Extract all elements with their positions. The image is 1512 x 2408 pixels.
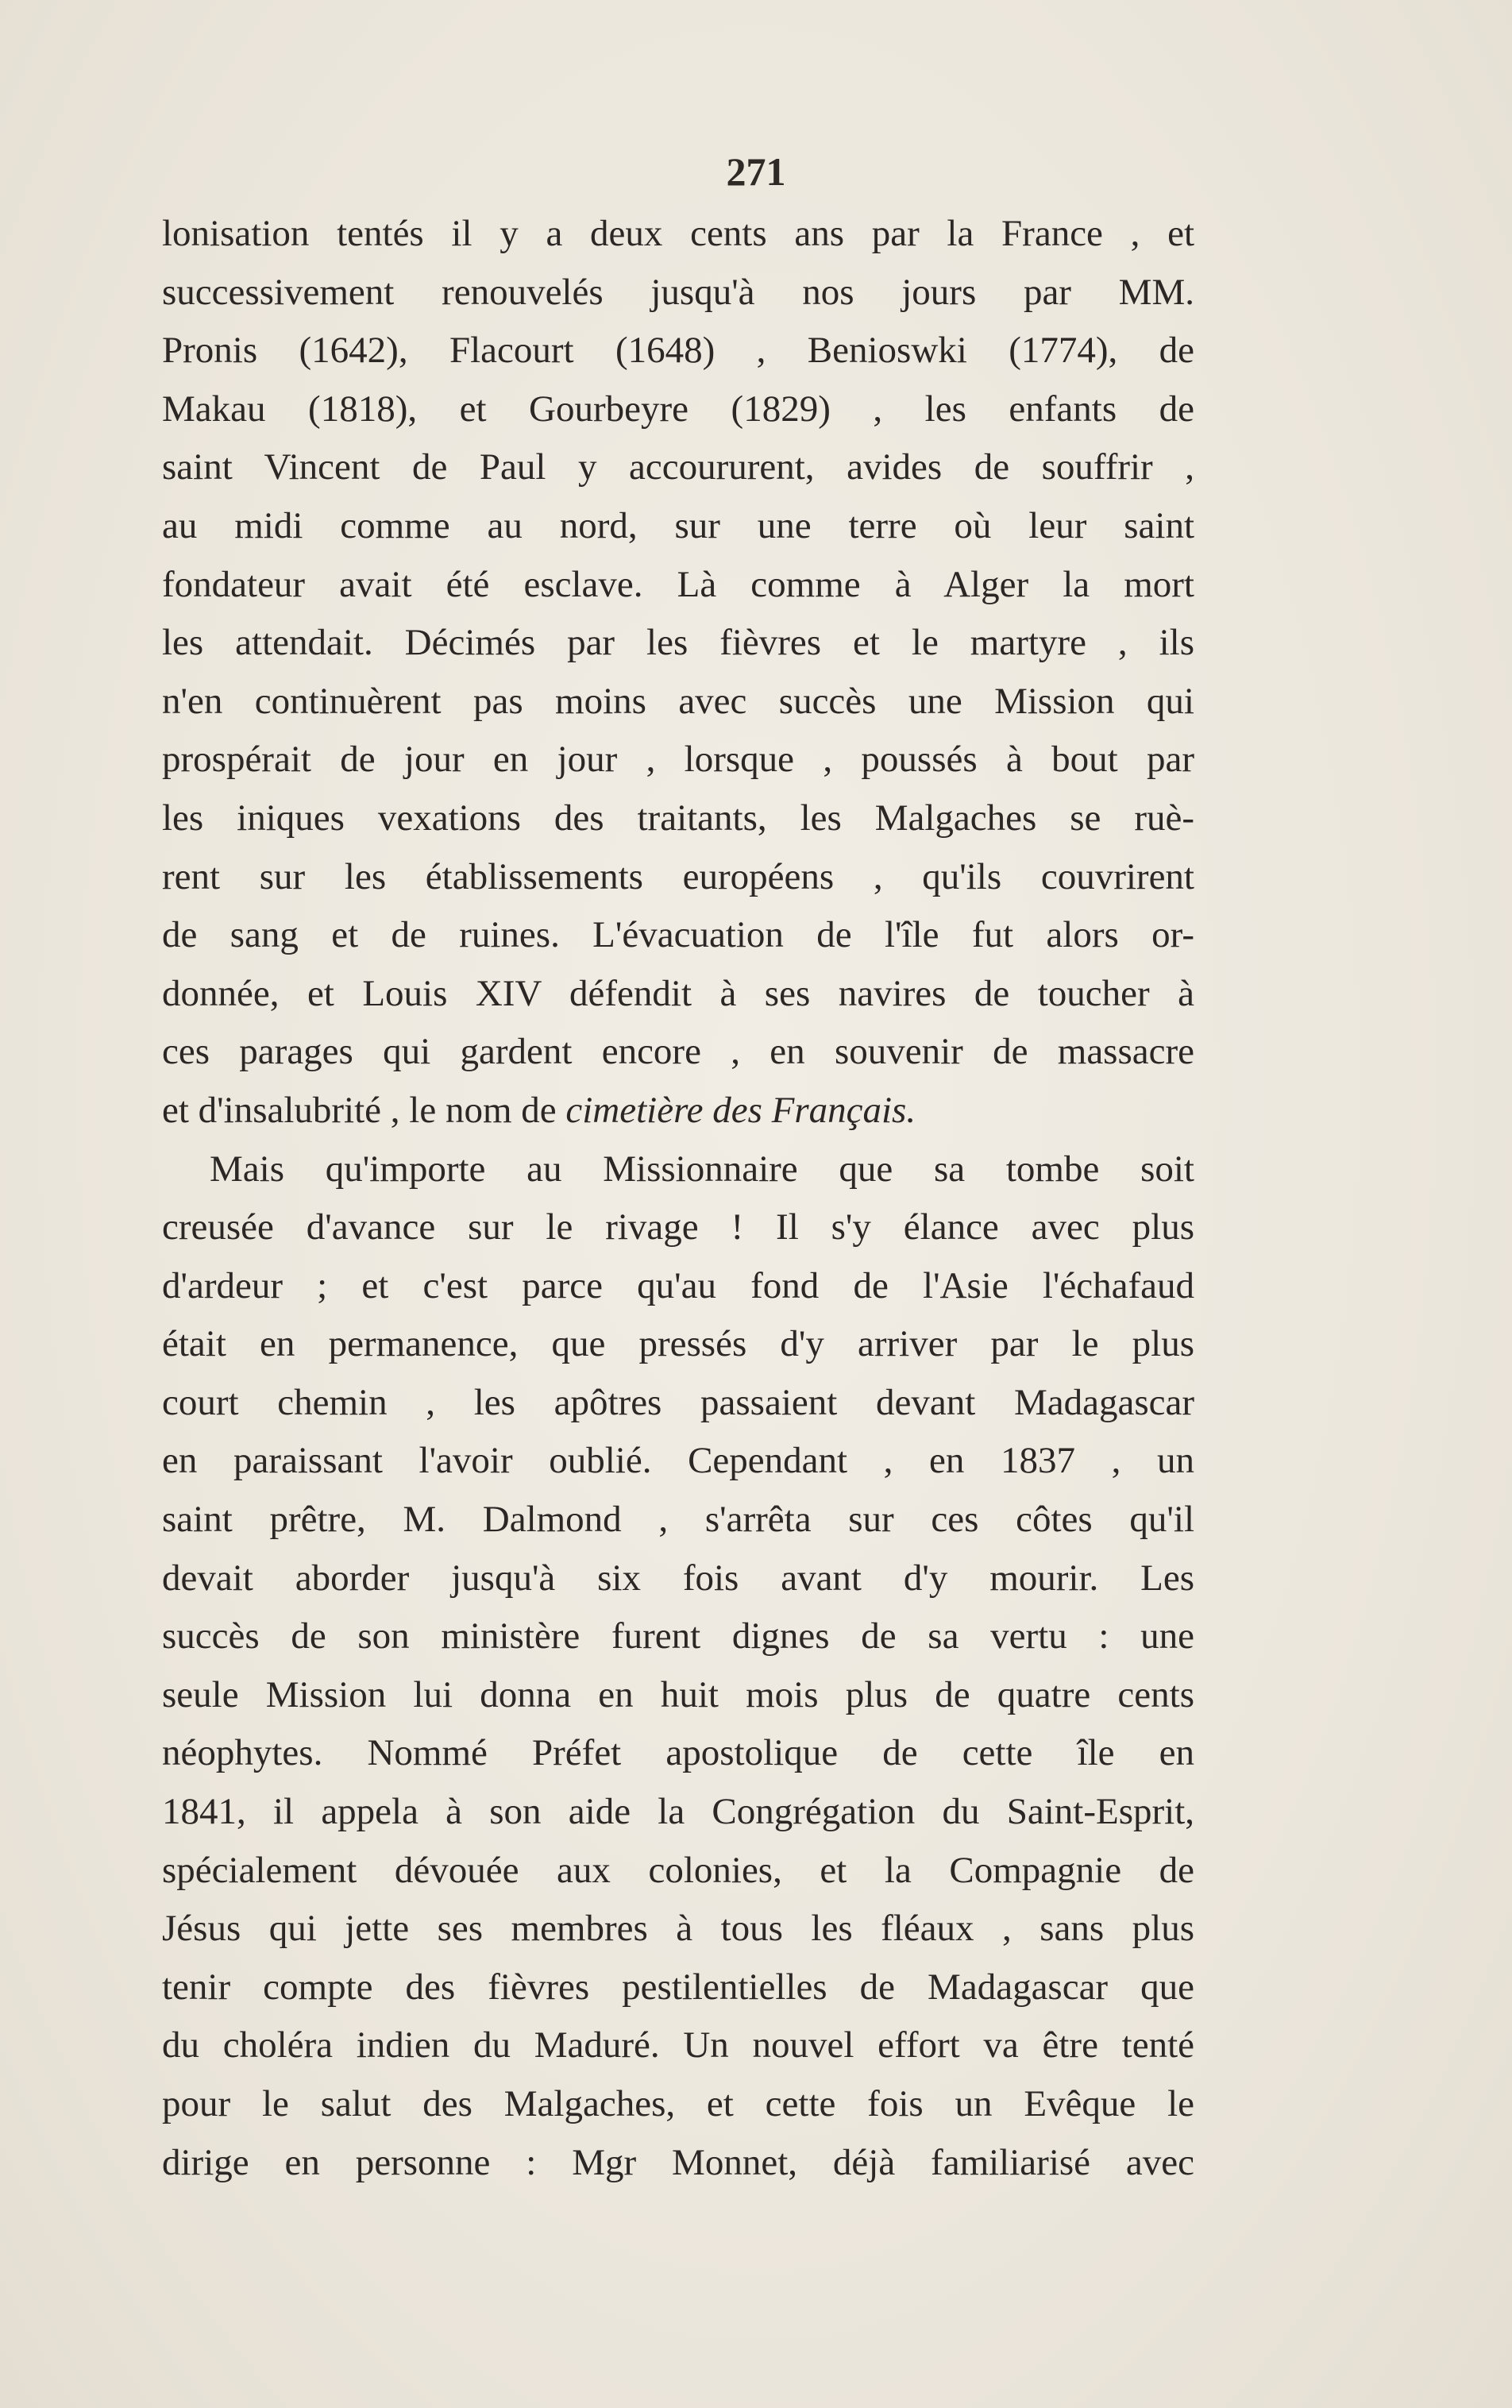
text-line: spécialement dévouée aux colonies, et la Compagnie de <box>162 1849 1194 1891</box>
text-line: ces parages qui gardent encore , en souvenir de massacre <box>162 1031 1194 1073</box>
text-line: court chemin , les apôtres passaient devant Madagascar <box>162 1381 1194 1423</box>
paragraph-end-line <box>162 1082 1194 1140</box>
text-line: successivement renouvelés jusqu'à nos jours par MM. <box>162 271 1194 313</box>
text-line: néophytes. Nommé Préfet apostolique de cette île en <box>162 1732 1194 1774</box>
text-line: Jésus qui jette ses membres à tous les fléaux , sans plus <box>162 1908 1194 1950</box>
text-line: fondateur avait été esclave. Là comme à Alger la mort <box>162 563 1194 605</box>
text-line: en paraissant l'avoir oublié. Cependant , en 1837 , un <box>162 1440 1194 1482</box>
text-line: les attendait. Décimés par les fièvres et le martyre , ils <box>162 622 1194 664</box>
page-number: 271 <box>726 149 786 194</box>
text-line: 1841, il appela à son aide la Congrégation du Saint-Esprit, <box>162 1791 1194 1833</box>
text-line-prefix: et d'insalubrité , le nom de <box>162 1089 566 1131</box>
text-line: devait aborder jusqu'à six fois avant d'y mourir. Les <box>162 1557 1194 1599</box>
text-line: saint Vincent de Paul y accoururent, avides de souffrir , <box>162 446 1194 488</box>
text-line: de sang et de ruines. L'évacuation de l'île fut alors or- <box>162 914 1194 956</box>
text-line: seule Mission lui donna en huit mois plus de quatre cents <box>162 1673 1194 1715</box>
text-line: Makau (1818), et Gourbeyre (1829) , les enfants de <box>162 388 1194 430</box>
text-line: d'ardeur ; et c'est parce qu'au fond de l'Asie l'échafaud <box>162 1264 1194 1306</box>
text-line: rent sur les établissements européens , qu'ils couvrirent <box>162 855 1194 897</box>
text-line: succès de son ministère furent dignes de sa vertu : une <box>162 1615 1194 1657</box>
text-line: du choléra indien du Maduré. Un nouvel effort va être tenté <box>162 2024 1194 2066</box>
italic-phrase: cimetière des Français. <box>565 1089 916 1131</box>
text-line: n'en continuèrent pas moins avec succès une Mission qui <box>162 680 1194 722</box>
text-line: pour le salut des Malgaches, et cette fois un Evêque le <box>162 2083 1194 2124</box>
text-line: prospérait de jour en jour , lorsque , poussés à bout par <box>162 739 1194 781</box>
text-line: au midi comme au nord, sur une terre où leur saint <box>162 504 1194 546</box>
text-line: les iniques vexations des traitants, les Malgaches se ruè- <box>162 797 1194 839</box>
text-line: était en permanence, que pressés d'y arriver par le plus <box>162 1323 1194 1365</box>
text-line: Pronis (1642), Flacourt (1648) , Benioswki (1774), de <box>162 330 1194 372</box>
text-line-indented: Mais qu'importe au Missionnaire que sa tombe soit <box>210 1148 1194 1190</box>
text-line: tenir compte des fièvres pestilentielles de Madagascar que <box>162 1966 1194 2008</box>
text-line: saint prêtre, M. Dalmond , s'arrêta sur ces côtes qu'il <box>162 1499 1194 1541</box>
text-line: dirige en personne : Mgr Monnet, déjà familiarisé avec <box>162 2141 1194 2183</box>
text-line: lonisation tentés il y a deux cents ans par la France , et <box>162 213 1194 254</box>
body-text <box>162 205 1194 2192</box>
text-line: donnée, et Louis XIV défendit à ses navires de toucher à <box>162 972 1194 1014</box>
text-line: creusée d'avance sur le rivage ! Il s'y élance avec plus <box>162 1206 1194 1248</box>
